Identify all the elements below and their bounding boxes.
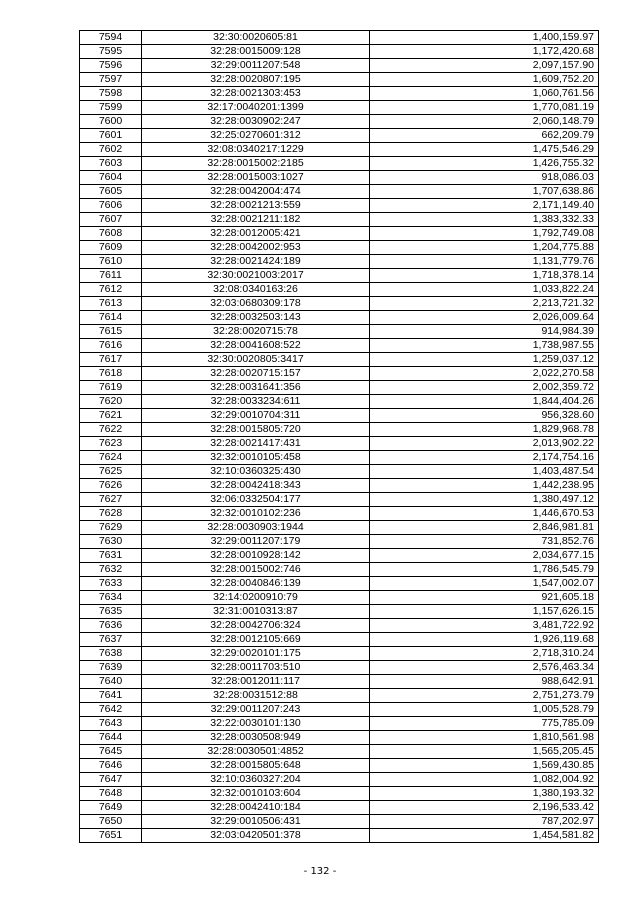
value-cell: 1,547,002.07 <box>370 577 599 591</box>
table-row <box>80 563 599 577</box>
row-number-cell: 7610 <box>80 255 142 269</box>
table-row <box>80 325 599 339</box>
cadastral-number-cell: 32:28:0031512:88 <box>142 689 370 703</box>
row-number-cell: 7618 <box>80 367 142 381</box>
value-cell: 1,400,159.97 <box>370 31 599 45</box>
row-number-cell: 7607 <box>80 213 142 227</box>
value-cell: 787,202.97 <box>370 815 599 829</box>
row-number-cell: 7623 <box>80 437 142 451</box>
table-row <box>80 787 599 801</box>
row-number-cell: 7609 <box>80 241 142 255</box>
row-number-cell: 7650 <box>80 815 142 829</box>
value-cell: 1,770,081.19 <box>370 101 599 115</box>
table-row <box>80 87 599 101</box>
table-row <box>80 829 599 843</box>
row-number-cell: 7633 <box>80 577 142 591</box>
row-number-cell: 7625 <box>80 465 142 479</box>
value-cell: 2,174,754.16 <box>370 451 599 465</box>
table-row <box>80 675 599 689</box>
value-cell: 731,852.76 <box>370 535 599 549</box>
row-number-cell: 7617 <box>80 353 142 367</box>
value-cell: 2,171,149.40 <box>370 199 599 213</box>
value-cell: 988,642.91 <box>370 675 599 689</box>
cadastral-number-cell: 32:32:0010105:458 <box>142 451 370 465</box>
cadastral-number-cell: 32:28:0015805:720 <box>142 423 370 437</box>
cadastral-number-cell: 32:28:0042418:343 <box>142 479 370 493</box>
cadastral-number-cell: 32:14:0200910:79 <box>142 591 370 605</box>
table-row <box>80 269 599 283</box>
row-number-cell: 7630 <box>80 535 142 549</box>
cadastral-number-cell: 32:29:0020101:175 <box>142 647 370 661</box>
cadastral-number-cell: 32:28:0011703:510 <box>142 661 370 675</box>
cadastral-number-cell: 32:28:0030902:247 <box>142 115 370 129</box>
value-cell: 775,785.09 <box>370 717 599 731</box>
value-cell: 1,380,497.12 <box>370 493 599 507</box>
page-number: - 132 - <box>303 866 337 877</box>
table-row <box>80 773 599 787</box>
value-cell: 1,259,037.12 <box>370 353 599 367</box>
table-row <box>80 801 599 815</box>
table-row <box>80 255 599 269</box>
table-row <box>80 479 599 493</box>
table-row <box>80 703 599 717</box>
cadastral-number-cell: 32:28:0021424:189 <box>142 255 370 269</box>
value-cell: 914,984.39 <box>370 325 599 339</box>
table-row <box>80 101 599 115</box>
table-row <box>80 367 599 381</box>
value-cell: 1,718,378.14 <box>370 269 599 283</box>
value-cell: 1,454,581.82 <box>370 829 599 843</box>
table-row <box>80 745 599 759</box>
table-row <box>80 605 599 619</box>
cadastral-number-cell: 32:30:0020805:3417 <box>142 353 370 367</box>
row-number-cell: 7631 <box>80 549 142 563</box>
value-cell: 1,565,205.45 <box>370 745 599 759</box>
table-row <box>80 689 599 703</box>
value-cell: 1,475,546.29 <box>370 143 599 157</box>
row-number-cell: 7624 <box>80 451 142 465</box>
cadastral-number-cell: 32:28:0041608:522 <box>142 339 370 353</box>
table-row <box>80 73 599 87</box>
table-row <box>80 451 599 465</box>
value-cell: 1,442,238.95 <box>370 479 599 493</box>
row-number-cell: 7632 <box>80 563 142 577</box>
value-cell: 1,810,561.98 <box>370 731 599 745</box>
value-cell: 1,383,332.33 <box>370 213 599 227</box>
cadastral-number-cell: 32:08:0340163:26 <box>142 283 370 297</box>
row-number-cell: 7634 <box>80 591 142 605</box>
row-number-cell: 7626 <box>80 479 142 493</box>
row-number-cell: 7628 <box>80 507 142 521</box>
cadastral-number-cell: 32:03:0420501:378 <box>142 829 370 843</box>
table-row <box>80 185 599 199</box>
table-row <box>80 717 599 731</box>
value-cell: 1,204,775.88 <box>370 241 599 255</box>
cadastral-number-cell: 32:30:0021003:2017 <box>142 269 370 283</box>
table-row <box>80 353 599 367</box>
cadastral-number-cell: 32:03:0680309:178 <box>142 297 370 311</box>
cadastral-number-cell: 32:29:0010506:431 <box>142 815 370 829</box>
table-row <box>80 213 599 227</box>
cadastral-number-cell: 32:32:0010102:236 <box>142 507 370 521</box>
value-cell: 921,605.18 <box>370 591 599 605</box>
value-cell: 2,013,902.22 <box>370 437 599 451</box>
cadastral-number-cell: 32:30:0020605:81 <box>142 31 370 45</box>
table-row <box>80 157 599 171</box>
value-cell: 2,718,310.24 <box>370 647 599 661</box>
cadastral-number-cell: 32:28:0033234:611 <box>142 395 370 409</box>
cadastral-number-cell: 32:28:0020715:78 <box>142 325 370 339</box>
table-row <box>80 549 599 563</box>
row-number-cell: 7597 <box>80 73 142 87</box>
cadastral-number-cell: 32:28:0015009:128 <box>142 45 370 59</box>
value-cell: 1,926,119.68 <box>370 633 599 647</box>
cadastral-number-cell: 32:28:0042002:953 <box>142 241 370 255</box>
value-cell: 1,426,755.32 <box>370 157 599 171</box>
row-number-cell: 7640 <box>80 675 142 689</box>
value-cell: 918,086.03 <box>370 171 599 185</box>
cadastral-number-cell: 32:28:0031641:356 <box>142 381 370 395</box>
cadastral-number-cell: 32:28:0015805:648 <box>142 759 370 773</box>
value-cell: 2,097,157.90 <box>370 59 599 73</box>
table-row <box>80 493 599 507</box>
table-body <box>80 31 599 843</box>
table-row <box>80 815 599 829</box>
cadastral-number-cell: 32:22:0030101:130 <box>142 717 370 731</box>
cadastral-number-cell: 32:32:0010103:604 <box>142 787 370 801</box>
row-number-cell: 7641 <box>80 689 142 703</box>
value-cell: 1,005,528.79 <box>370 703 599 717</box>
row-number-cell: 7611 <box>80 269 142 283</box>
table-row <box>80 521 599 535</box>
cadastral-number-cell: 32:28:0012105:669 <box>142 633 370 647</box>
value-cell: 3,481,722.92 <box>370 619 599 633</box>
row-number-cell: 7615 <box>80 325 142 339</box>
cadastral-number-cell: 32:28:0015003:1027 <box>142 171 370 185</box>
value-cell: 1,060,761.56 <box>370 87 599 101</box>
value-cell: 956,328.60 <box>370 409 599 423</box>
cadastral-number-cell: 32:08:0340217:1229 <box>142 143 370 157</box>
table-row <box>80 241 599 255</box>
row-number-cell: 7612 <box>80 283 142 297</box>
row-number-cell: 7638 <box>80 647 142 661</box>
value-cell: 662,209.79 <box>370 129 599 143</box>
table-row <box>80 437 599 451</box>
row-number-cell: 7602 <box>80 143 142 157</box>
row-number-cell: 7644 <box>80 731 142 745</box>
table-row <box>80 647 599 661</box>
value-cell: 1,172,420.68 <box>370 45 599 59</box>
table-row <box>80 731 599 745</box>
row-number-cell: 7606 <box>80 199 142 213</box>
cadastral-value-table <box>79 30 599 843</box>
row-number-cell: 7605 <box>80 185 142 199</box>
table-row <box>80 619 599 633</box>
value-cell: 2,213,721.32 <box>370 297 599 311</box>
cadastral-number-cell: 32:28:0015002:746 <box>142 563 370 577</box>
table-row <box>80 507 599 521</box>
cadastral-number-cell: 32:29:0010704:311 <box>142 409 370 423</box>
table-row <box>80 283 599 297</box>
table-row <box>80 171 599 185</box>
row-number-cell: 7599 <box>80 101 142 115</box>
value-cell: 2,751,273.79 <box>370 689 599 703</box>
value-cell: 1,131,779.76 <box>370 255 599 269</box>
value-cell: 2,026,009.64 <box>370 311 599 325</box>
value-cell: 1,707,638.86 <box>370 185 599 199</box>
row-number-cell: 7637 <box>80 633 142 647</box>
table-row <box>80 45 599 59</box>
row-number-cell: 7598 <box>80 87 142 101</box>
value-cell: 2,022,270.58 <box>370 367 599 381</box>
row-number-cell: 7600 <box>80 115 142 129</box>
row-number-cell: 7643 <box>80 717 142 731</box>
value-cell: 2,846,981.81 <box>370 521 599 535</box>
value-cell: 2,034,677.15 <box>370 549 599 563</box>
value-cell: 2,002,359.72 <box>370 381 599 395</box>
table-row <box>80 129 599 143</box>
row-number-cell: 7648 <box>80 787 142 801</box>
value-cell: 1,609,752.20 <box>370 73 599 87</box>
table-row <box>80 535 599 549</box>
table-row <box>80 311 599 325</box>
value-cell: 1,446,670.53 <box>370 507 599 521</box>
cadastral-number-cell: 32:28:0021211:182 <box>142 213 370 227</box>
table-row <box>80 143 599 157</box>
cadastral-number-cell: 32:28:0020715:157 <box>142 367 370 381</box>
row-number-cell: 7635 <box>80 605 142 619</box>
cadastral-number-cell: 32:31:0010313:87 <box>142 605 370 619</box>
value-cell: 2,576,463.34 <box>370 661 599 675</box>
cadastral-number-cell: 32:28:0015002:2185 <box>142 157 370 171</box>
value-cell: 1,033,822.24 <box>370 283 599 297</box>
cadastral-number-cell: 32:10:0360327:204 <box>142 773 370 787</box>
row-number-cell: 7647 <box>80 773 142 787</box>
table-row <box>80 59 599 73</box>
row-number-cell: 7603 <box>80 157 142 171</box>
row-number-cell: 7594 <box>80 31 142 45</box>
row-number-cell: 7642 <box>80 703 142 717</box>
cadastral-number-cell: 32:28:0012005:421 <box>142 227 370 241</box>
row-number-cell: 7621 <box>80 409 142 423</box>
cadastral-number-cell: 32:28:0010928:142 <box>142 549 370 563</box>
row-number-cell: 7649 <box>80 801 142 815</box>
table-row <box>80 465 599 479</box>
row-number-cell: 7622 <box>80 423 142 437</box>
table-row <box>80 661 599 675</box>
table-row <box>80 381 599 395</box>
table-row <box>80 591 599 605</box>
row-number-cell: 7639 <box>80 661 142 675</box>
cadastral-number-cell: 32:28:0021213:559 <box>142 199 370 213</box>
row-number-cell: 7619 <box>80 381 142 395</box>
table-row <box>80 227 599 241</box>
table-row <box>80 423 599 437</box>
row-number-cell: 7596 <box>80 59 142 73</box>
value-cell: 1,403,487.54 <box>370 465 599 479</box>
table-row <box>80 577 599 591</box>
row-number-cell: 7627 <box>80 493 142 507</box>
cadastral-number-cell: 32:06:0332504:177 <box>142 493 370 507</box>
cadastral-number-cell: 32:28:0030501:4852 <box>142 745 370 759</box>
value-cell: 1,157,626.15 <box>370 605 599 619</box>
value-cell: 1,380,193.32 <box>370 787 599 801</box>
table-row <box>80 395 599 409</box>
row-number-cell: 7604 <box>80 171 142 185</box>
value-cell: 2,196,533.42 <box>370 801 599 815</box>
cadastral-number-cell: 32:29:0011207:243 <box>142 703 370 717</box>
cadastral-number-cell: 32:28:0030903:1944 <box>142 521 370 535</box>
row-number-cell: 7613 <box>80 297 142 311</box>
cadastral-number-cell: 32:28:0012011:117 <box>142 675 370 689</box>
cadastral-number-cell: 32:25:0270601:312 <box>142 129 370 143</box>
cadastral-number-cell: 32:28:0042410:184 <box>142 801 370 815</box>
value-cell: 1,082,004.92 <box>370 773 599 787</box>
cadastral-number-cell: 32:28:0020807:195 <box>142 73 370 87</box>
row-number-cell: 7645 <box>80 745 142 759</box>
table-row <box>80 199 599 213</box>
row-number-cell: 7595 <box>80 45 142 59</box>
value-cell: 1,844,404.26 <box>370 395 599 409</box>
cadastral-number-cell: 32:28:0021303:453 <box>142 87 370 101</box>
value-cell: 1,738,987.55 <box>370 339 599 353</box>
cadastral-number-cell: 32:28:0040846:139 <box>142 577 370 591</box>
row-number-cell: 7629 <box>80 521 142 535</box>
row-number-cell: 7646 <box>80 759 142 773</box>
table-row <box>80 31 599 45</box>
row-number-cell: 7608 <box>80 227 142 241</box>
table-row <box>80 409 599 423</box>
value-cell: 2,060,148.79 <box>370 115 599 129</box>
table-row <box>80 297 599 311</box>
cadastral-number-cell: 32:17:0040201:1399 <box>142 101 370 115</box>
value-cell: 1,829,968.78 <box>370 423 599 437</box>
cadastral-number-cell: 32:28:0042004:474 <box>142 185 370 199</box>
table-row <box>80 339 599 353</box>
cadastral-number-cell: 32:28:0042706:324 <box>142 619 370 633</box>
value-cell: 1,569,430.85 <box>370 759 599 773</box>
table-row <box>80 759 599 773</box>
cadastral-number-cell: 32:28:0032503:143 <box>142 311 370 325</box>
table-row <box>80 115 599 129</box>
table-row <box>80 633 599 647</box>
value-cell: 1,786,545.79 <box>370 563 599 577</box>
cadastral-number-cell: 32:29:0011207:179 <box>142 535 370 549</box>
cadastral-number-cell: 32:10:0360325:430 <box>142 465 370 479</box>
row-number-cell: 7601 <box>80 129 142 143</box>
cadastral-number-cell: 32:29:0011207:548 <box>142 59 370 73</box>
cadastral-number-cell: 32:28:0021417:431 <box>142 437 370 451</box>
cadastral-number-cell: 32:28:0030508:949 <box>142 731 370 745</box>
row-number-cell: 7616 <box>80 339 142 353</box>
row-number-cell: 7636 <box>80 619 142 633</box>
row-number-cell: 7614 <box>80 311 142 325</box>
value-cell: 1,792,749.08 <box>370 227 599 241</box>
row-number-cell: 7620 <box>80 395 142 409</box>
row-number-cell: 7651 <box>80 829 142 843</box>
